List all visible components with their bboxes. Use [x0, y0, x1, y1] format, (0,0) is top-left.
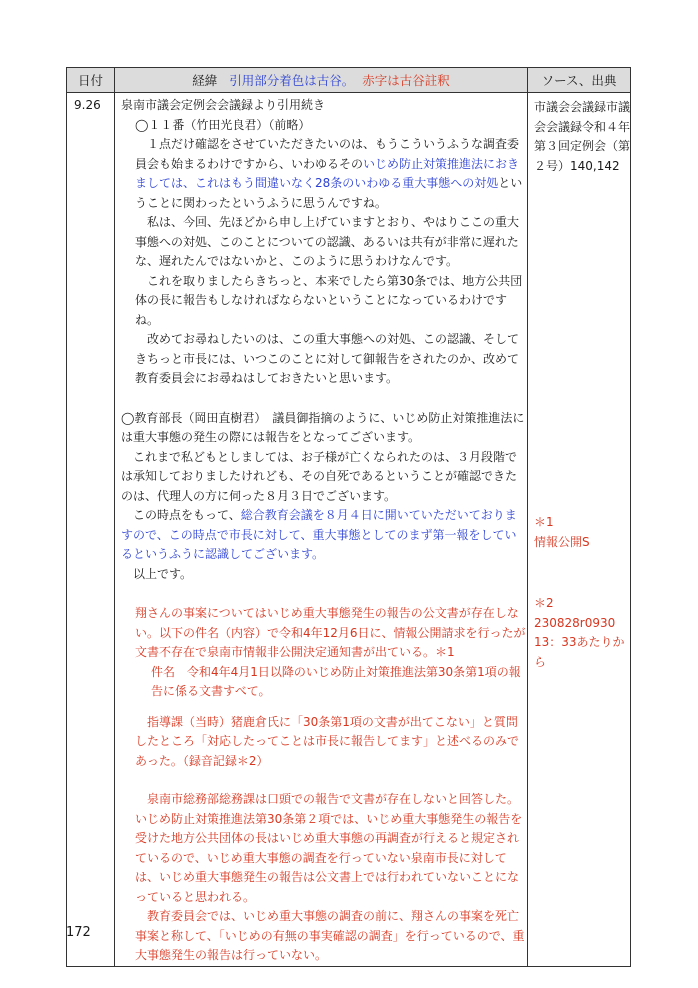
main-header — [115, 68, 528, 93]
okada-paragraph-1: ◯教育部長（岡田直樹君） 議員御指摘のように、いじめ防止対策推進法には重大事態の発生の際には報告をとなってございます。 — [121, 410, 525, 444]
annotation-paragraph-3: 泉南市総務部総務課は口頭での報告で文書が存在しないと回答した。 — [135, 792, 520, 806]
takeda-paragraph-4: 改めてお尋ねしたいのは、この重大事態への対処、この認識、そしてきちっと市長には、いつこのことに対して御報告をされたのか、改めて教育委員会にお尋ねはしておきたいと思います。 — [135, 332, 520, 385]
footnote-2-time: 13：33あたりから — [534, 635, 625, 669]
source-header: ソース、出典 — [528, 68, 631, 93]
speaker-takeda: ◯１１番（竹田光良君）（前略） — [135, 117, 311, 132]
annotation-paragraph-1: 翔さんの事案についてはいじめ重大事態発生の報告の公文書が存在しない。以下の件名（内容）で令和4年12月6日に、情報公開請求を行ったが文書不存在で泉南市情報非公開決定通知書が出ている。＊1 — [135, 606, 526, 659]
chronology-table — [66, 67, 631, 967]
takeda-paragraph-1: １点だけ確認をさせていただきたいのは、もうこういうふうな調査委員会も始まるわけですから、いわゆるそのいじめ防止対策推進法におきましては、これはもう間違いなく28条のいわゆる重大事態への対処ということに関わったというふうに思うんですね。 — [135, 137, 523, 210]
main-cell — [115, 93, 528, 967]
takeda-paragraph-3: これを取りましたらきちっと、本来でしたら第30条では、地方公共団体の長に報告もしなければならないということになっているわけですね。 — [135, 273, 523, 327]
source-cell — [528, 93, 631, 967]
footnote-1-mark: ＊1 — [534, 515, 554, 529]
okada-paragraph-3: この時点をもって、総合教育会議を８月４日に開いていただいておりますので、この時点で市長に対して、重大事態としてのまず第一報をしているというふうに認識してございます。 — [121, 508, 517, 561]
footnote-2-file: 230828r0930 — [534, 615, 616, 630]
header-row — [67, 68, 631, 93]
takeda-paragraph-2: 私は、今回、先ほどから申し上げていますとおり、やはりここの重大事態への対処、このことについての認識、あるいは共有が非常に遅れたな、遅れたんではないかと、このように思うわけなんです。 — [135, 215, 520, 268]
table-row — [67, 93, 631, 967]
footnote-2-mark: ＊2 — [534, 596, 554, 610]
footnote-1-source: 情報公開S — [534, 534, 590, 549]
main-header-title: 経緯 — [192, 73, 218, 88]
source-minutes: 市議会会議録市議会会議録令和４年第３回定例会（第２号）140,142 — [534, 100, 631, 173]
okada-closing: 以上です。 — [121, 566, 193, 581]
date-cell — [67, 93, 115, 967]
annotation-paragraph-2: 指導課（当時）猪鹿倉氏に「30条第1項の文書が出てこない」と質問したところ「対応したってことは市長に報告してます」と述べるのみであった。（録音記録＊2） — [135, 714, 520, 768]
main-header-red-note: 赤字は古谷註釈 — [362, 73, 450, 88]
okada-paragraph-2: これまで私どもとしましては、お子様が亡くなられたのは、３月段階では承知しておりましたけれども、その自死であるということが確認できたのは、代理人の方に伺った８月３日でございます。 — [121, 449, 518, 503]
entry-date: 9.26 — [74, 98, 101, 112]
page-number: 172 — [66, 925, 91, 940]
date-header: 日付 — [67, 68, 115, 93]
annotation-paragraph-4: いじめ防止対策推進法第30条第２項では、いじめ重大事態発生の報告を受けた地方公共団体の長はいじめ重大事態の再調査が行えると規定されているので、いじめ重大事態の調査を行っていない泉南市長に対しては、いじめ重大事態発生の報告は公文書上では行われていないことになっていると思われる。 — [135, 811, 523, 904]
main-header-blue-note: 引用部分着色は古谷。 — [229, 73, 355, 88]
annotation-paragraph-5: 教育委員会では、いじめ重大事態の調査の前に、翔さんの事案を死亡事案と称して、「いじめの有無の事実確認の調査」を行っているので、重大事態発生の報告は行っていない。 — [135, 909, 525, 962]
intro-line: 泉南市議会定例会会議録より引用続き — [121, 98, 326, 112]
annotation-subject: 件名 令和4年4月1日以降のいじめ防止対策推進法第30条第1項の報告に係る文書すべて。 — [151, 664, 521, 698]
